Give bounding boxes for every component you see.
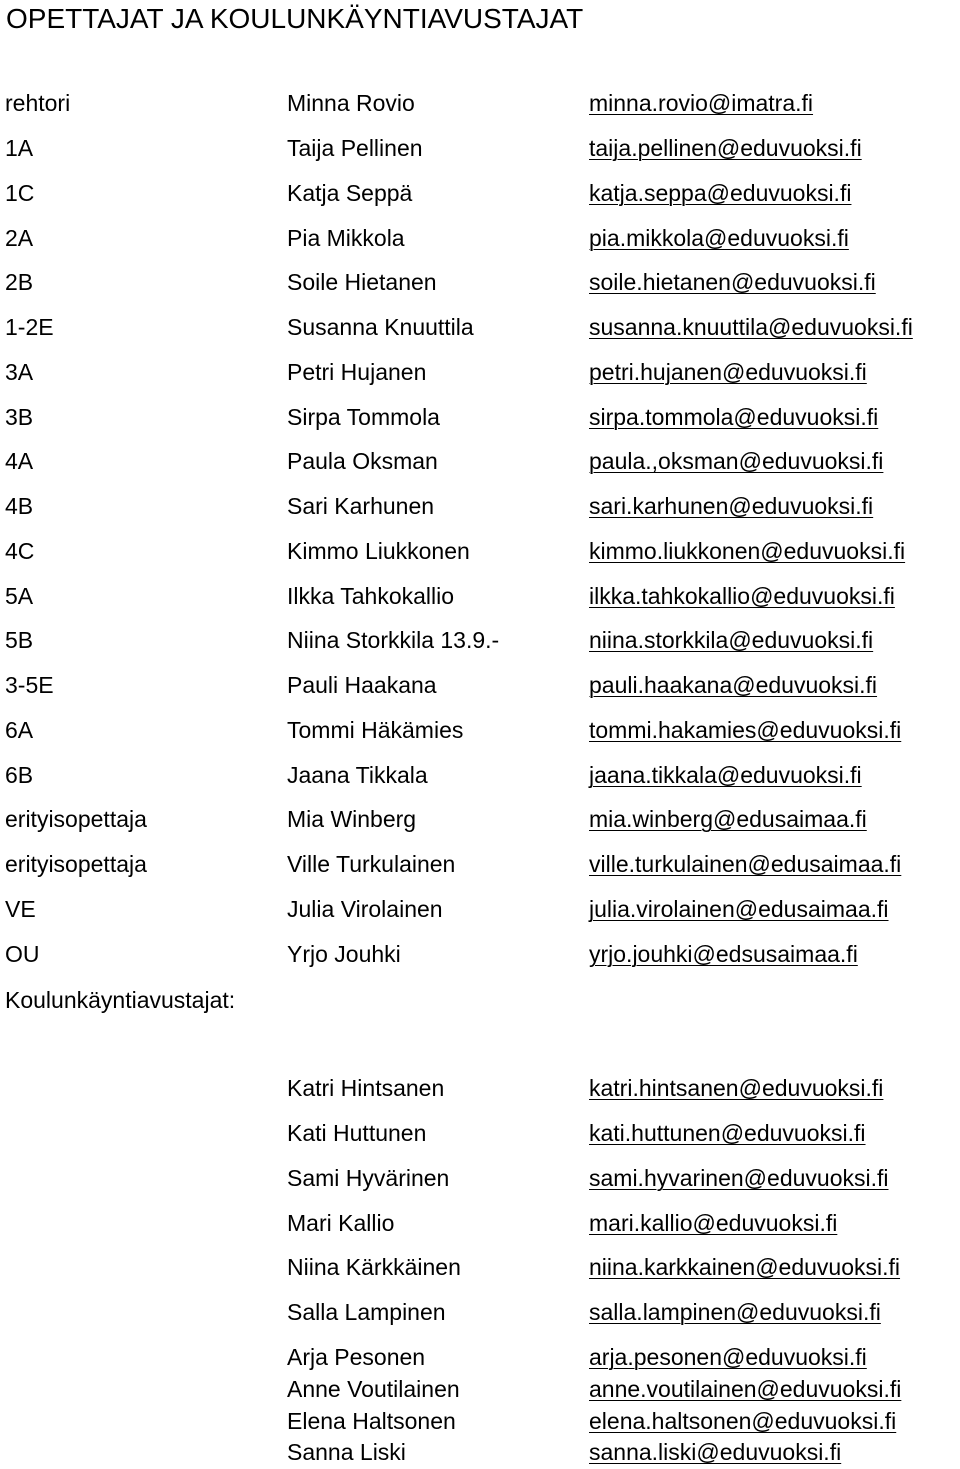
teacher-name: Sari Karhunen	[287, 493, 435, 519]
teacher-row	[0, 892, 960, 926]
teacher-role: 4B	[5, 493, 34, 519]
assistant-email-link[interactable]: salla.lampinen@eduvuoksi.fi	[589, 1299, 881, 1325]
teacher-email-link[interactable]: yrjo.jouhki@edsusaimaa.fi	[589, 941, 858, 967]
teacher-role: 6B	[5, 762, 34, 788]
assistant-name: Mari Kallio	[287, 1210, 395, 1236]
teacher-role: 5B	[5, 627, 34, 653]
assistant-email-link[interactable]: sami.hyvarinen@eduvuoksi.fi	[589, 1165, 889, 1191]
teacher-email-link[interactable]: tommi.hakamies@eduvuoksi.fi	[589, 717, 902, 743]
teacher-role: 3A	[5, 359, 34, 385]
teacher-row	[0, 265, 960, 299]
assistant-row	[0, 1206, 960, 1240]
teacher-row	[0, 86, 960, 120]
assistant-email-link[interactable]: arja.pesonen@eduvuoksi.fi	[589, 1344, 867, 1370]
teacher-row	[0, 579, 960, 613]
teacher-role: 4A	[5, 448, 34, 474]
assistant-name: Kati Huttunen	[287, 1120, 427, 1146]
teacher-email-link[interactable]: soile.hietanen@eduvuoksi.fi	[589, 269, 876, 295]
teacher-role: 2A	[5, 225, 34, 251]
assistant-email-link[interactable]: katri.hintsanen@eduvuoksi.fi	[589, 1075, 884, 1101]
teacher-name: Tommi Häkämies	[287, 717, 464, 743]
teacher-name: Ville Turkulainen	[287, 851, 456, 877]
assistant-name: Sanna Liski	[287, 1439, 406, 1465]
assistant-row	[0, 1116, 960, 1150]
teacher-row	[0, 221, 960, 255]
assistant-row	[0, 1435, 960, 1469]
assistant-email-link[interactable]: mari.kallio@eduvuoksi.fi	[589, 1210, 838, 1236]
teacher-email-link[interactable]: pauli.haakana@eduvuoksi.fi	[589, 672, 878, 698]
teacher-name: Sirpa Tommola	[287, 404, 440, 430]
teacher-row	[0, 355, 960, 389]
teacher-name: Soile Hietanen	[287, 269, 437, 295]
teacher-name: Kimmo Liukkonen	[287, 538, 470, 564]
teacher-email-link[interactable]: julia.virolainen@edusaimaa.fi	[589, 896, 889, 922]
teacher-role: 3-5E	[5, 672, 54, 698]
teacher-role: OU	[5, 941, 40, 967]
teacher-role: 1A	[5, 135, 34, 161]
teacher-name: Pia Mikkola	[287, 225, 405, 251]
assistant-name: Anne Voutilainen	[287, 1376, 460, 1402]
teacher-email-link[interactable]: pia.mikkola@eduvuoksi.fi	[589, 225, 849, 251]
teacher-name: Niina Storkkila 13.9.-	[287, 627, 500, 653]
assistant-email-link[interactable]: niina.karkkainen@eduvuoksi.fi	[589, 1254, 901, 1280]
teacher-row	[0, 444, 960, 478]
teacher-email-link[interactable]: minna.rovio@imatra.fi	[589, 90, 814, 116]
teacher-email-link[interactable]: kimmo.liukkonen@eduvuoksi.fi	[589, 538, 906, 564]
teacher-name: Susanna Knuuttila	[287, 314, 474, 340]
teacher-email-link[interactable]: ilkka.tahkokallio@eduvuoksi.fi	[589, 583, 895, 609]
assistant-name: Sami Hyvärinen	[287, 1165, 450, 1191]
teacher-email-link[interactable]: sirpa.tommola@eduvuoksi.fi	[589, 404, 879, 430]
teacher-name: Pauli Haakana	[287, 672, 437, 698]
teacher-role: erityisopettaja	[5, 851, 147, 877]
teacher-row	[0, 131, 960, 165]
assistant-row	[0, 1071, 960, 1105]
teacher-email-link[interactable]: niina.storkkila@eduvuoksi.fi	[589, 627, 874, 653]
assistant-row	[0, 1404, 960, 1438]
teacher-name: Katja Seppä	[287, 180, 413, 206]
teacher-row	[0, 713, 960, 747]
teacher-email-link[interactable]: susanna.knuuttila@eduvuoksi.fi	[589, 314, 913, 340]
teacher-role: erityisopettaja	[5, 806, 147, 832]
teacher-role: rehtori	[5, 90, 71, 116]
teacher-email-link[interactable]: taija.pellinen@eduvuoksi.fi	[589, 135, 862, 161]
assistant-name: Arja Pesonen	[287, 1344, 426, 1370]
page-title: OPETTAJAT JA KOULUNKÄYNTIAVUSTAJAT	[6, 3, 584, 34]
teacher-email-link[interactable]: paula.,oksman@eduvuoksi.fi	[589, 448, 884, 474]
assistant-name: Katri Hintsanen	[287, 1075, 445, 1101]
teacher-row	[0, 176, 960, 210]
teacher-role: 6A	[5, 717, 34, 743]
teacher-role: 1C	[5, 180, 35, 206]
teacher-row	[0, 758, 960, 792]
teacher-row	[0, 534, 960, 568]
teacher-name: Minna Rovio	[287, 90, 415, 116]
teacher-email-link[interactable]: petri.hujanen@eduvuoksi.fi	[589, 359, 867, 385]
assistant-name: Elena Haltsonen	[287, 1408, 456, 1434]
teacher-row	[0, 623, 960, 657]
teacher-role: 5A	[5, 583, 34, 609]
teacher-name: Yrjo Jouhki	[287, 941, 401, 967]
assistant-name: Salla Lampinen	[287, 1299, 446, 1325]
teacher-name: Mia Winberg	[287, 806, 417, 832]
teacher-name: Petri Hujanen	[287, 359, 427, 385]
assistant-row	[0, 1161, 960, 1195]
teacher-row	[0, 310, 960, 344]
teacher-name: Taija Pellinen	[287, 135, 423, 161]
assistant-row	[0, 1372, 960, 1406]
teacher-email-link[interactable]: sari.karhunen@eduvuoksi.fi	[589, 493, 874, 519]
teacher-role: 2B	[5, 269, 34, 295]
teacher-name: Paula Oksman	[287, 448, 438, 474]
assistant-row	[0, 1250, 960, 1284]
assistants-heading: Koulunkäyntiavustajat:	[5, 987, 236, 1013]
teacher-email-link[interactable]: mia.winberg@edusaimaa.fi	[589, 806, 867, 832]
teacher-name: Ilkka Tahkokallio	[287, 583, 455, 609]
teacher-row	[0, 847, 960, 881]
teacher-name: Julia Virolainen	[287, 896, 443, 922]
teacher-row	[0, 400, 960, 434]
teacher-row	[0, 668, 960, 702]
assistant-email-link[interactable]: sanna.liski@eduvuoksi.fi	[589, 1439, 842, 1465]
teacher-email-link[interactable]: ville.turkulainen@edusaimaa.fi	[589, 851, 902, 877]
teacher-email-link[interactable]: jaana.tikkala@eduvuoksi.fi	[589, 762, 862, 788]
teacher-row	[0, 489, 960, 523]
assistant-email-link[interactable]: kati.huttunen@eduvuoksi.fi	[589, 1120, 866, 1146]
teacher-email-link[interactable]: katja.seppa@eduvuoksi.fi	[589, 180, 852, 206]
assistant-row	[0, 1340, 960, 1374]
assistant-row	[0, 1295, 960, 1329]
teacher-row	[0, 937, 960, 971]
teacher-role: 3B	[5, 404, 34, 430]
assistant-email-link[interactable]: elena.haltsonen@eduvuoksi.fi	[589, 1408, 897, 1434]
teacher-role: 4C	[5, 538, 35, 564]
teacher-name: Jaana Tikkala	[287, 762, 428, 788]
assistant-name: Niina Kärkkäinen	[287, 1254, 461, 1280]
teacher-row	[0, 802, 960, 836]
teacher-role: VE	[5, 896, 36, 922]
teacher-role: 1-2E	[5, 314, 54, 340]
assistant-email-link[interactable]: anne.voutilainen@eduvuoksi.fi	[589, 1376, 902, 1402]
